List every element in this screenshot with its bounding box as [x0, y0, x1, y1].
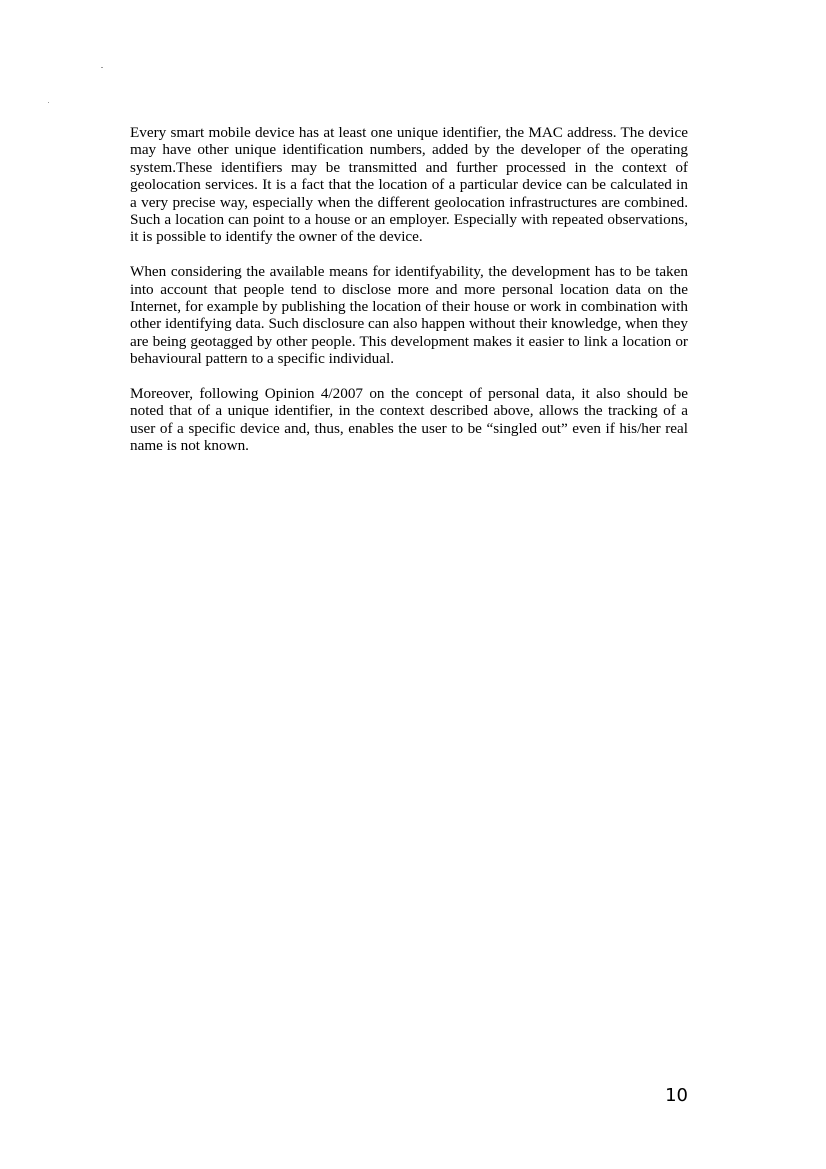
page-number: 10 [665, 1085, 688, 1106]
paragraph-identifyability: When considering the available means for identifyability, the development has to be taken into account that people tend to disclose more and more personal location data on the Internet, for example by publishing the location of their house or work in combination with other identifying data. Such disclosure can also happen without their knowledge, when they are being geotagged by other people. This development makes it easier to link a location or behavioural pattern to a specific individual. [130, 263, 688, 368]
body-text [130, 124, 688, 472]
scan-speck [101, 67, 103, 68]
paragraph-opinion-4-2007: Moreover, following Opinion 4/2007 on the concept of personal data, it also should be noted that of a unique identifier, in the context described above, allows the tracking of a user of a specific device and, thus, enables the user to be “singled out” even if his/her real name is not known. [130, 385, 688, 455]
paragraph-mac-identifier: Every smart mobile device has at least one unique identifier, the MAC address. The device may have other unique identification numbers, added by the developer of the operating system.These identifiers may be transmitted and further processed in the context of geolocation services. It is a fact that the location of a particular device can be calculated in a very precise way, especially when the different geolocation infrastructures are combined. Such a location can point to a house or an employer. Especially with repeated observations, it is possible to identify the owner of the device. [130, 124, 688, 246]
scan-speck [48, 102, 49, 103]
